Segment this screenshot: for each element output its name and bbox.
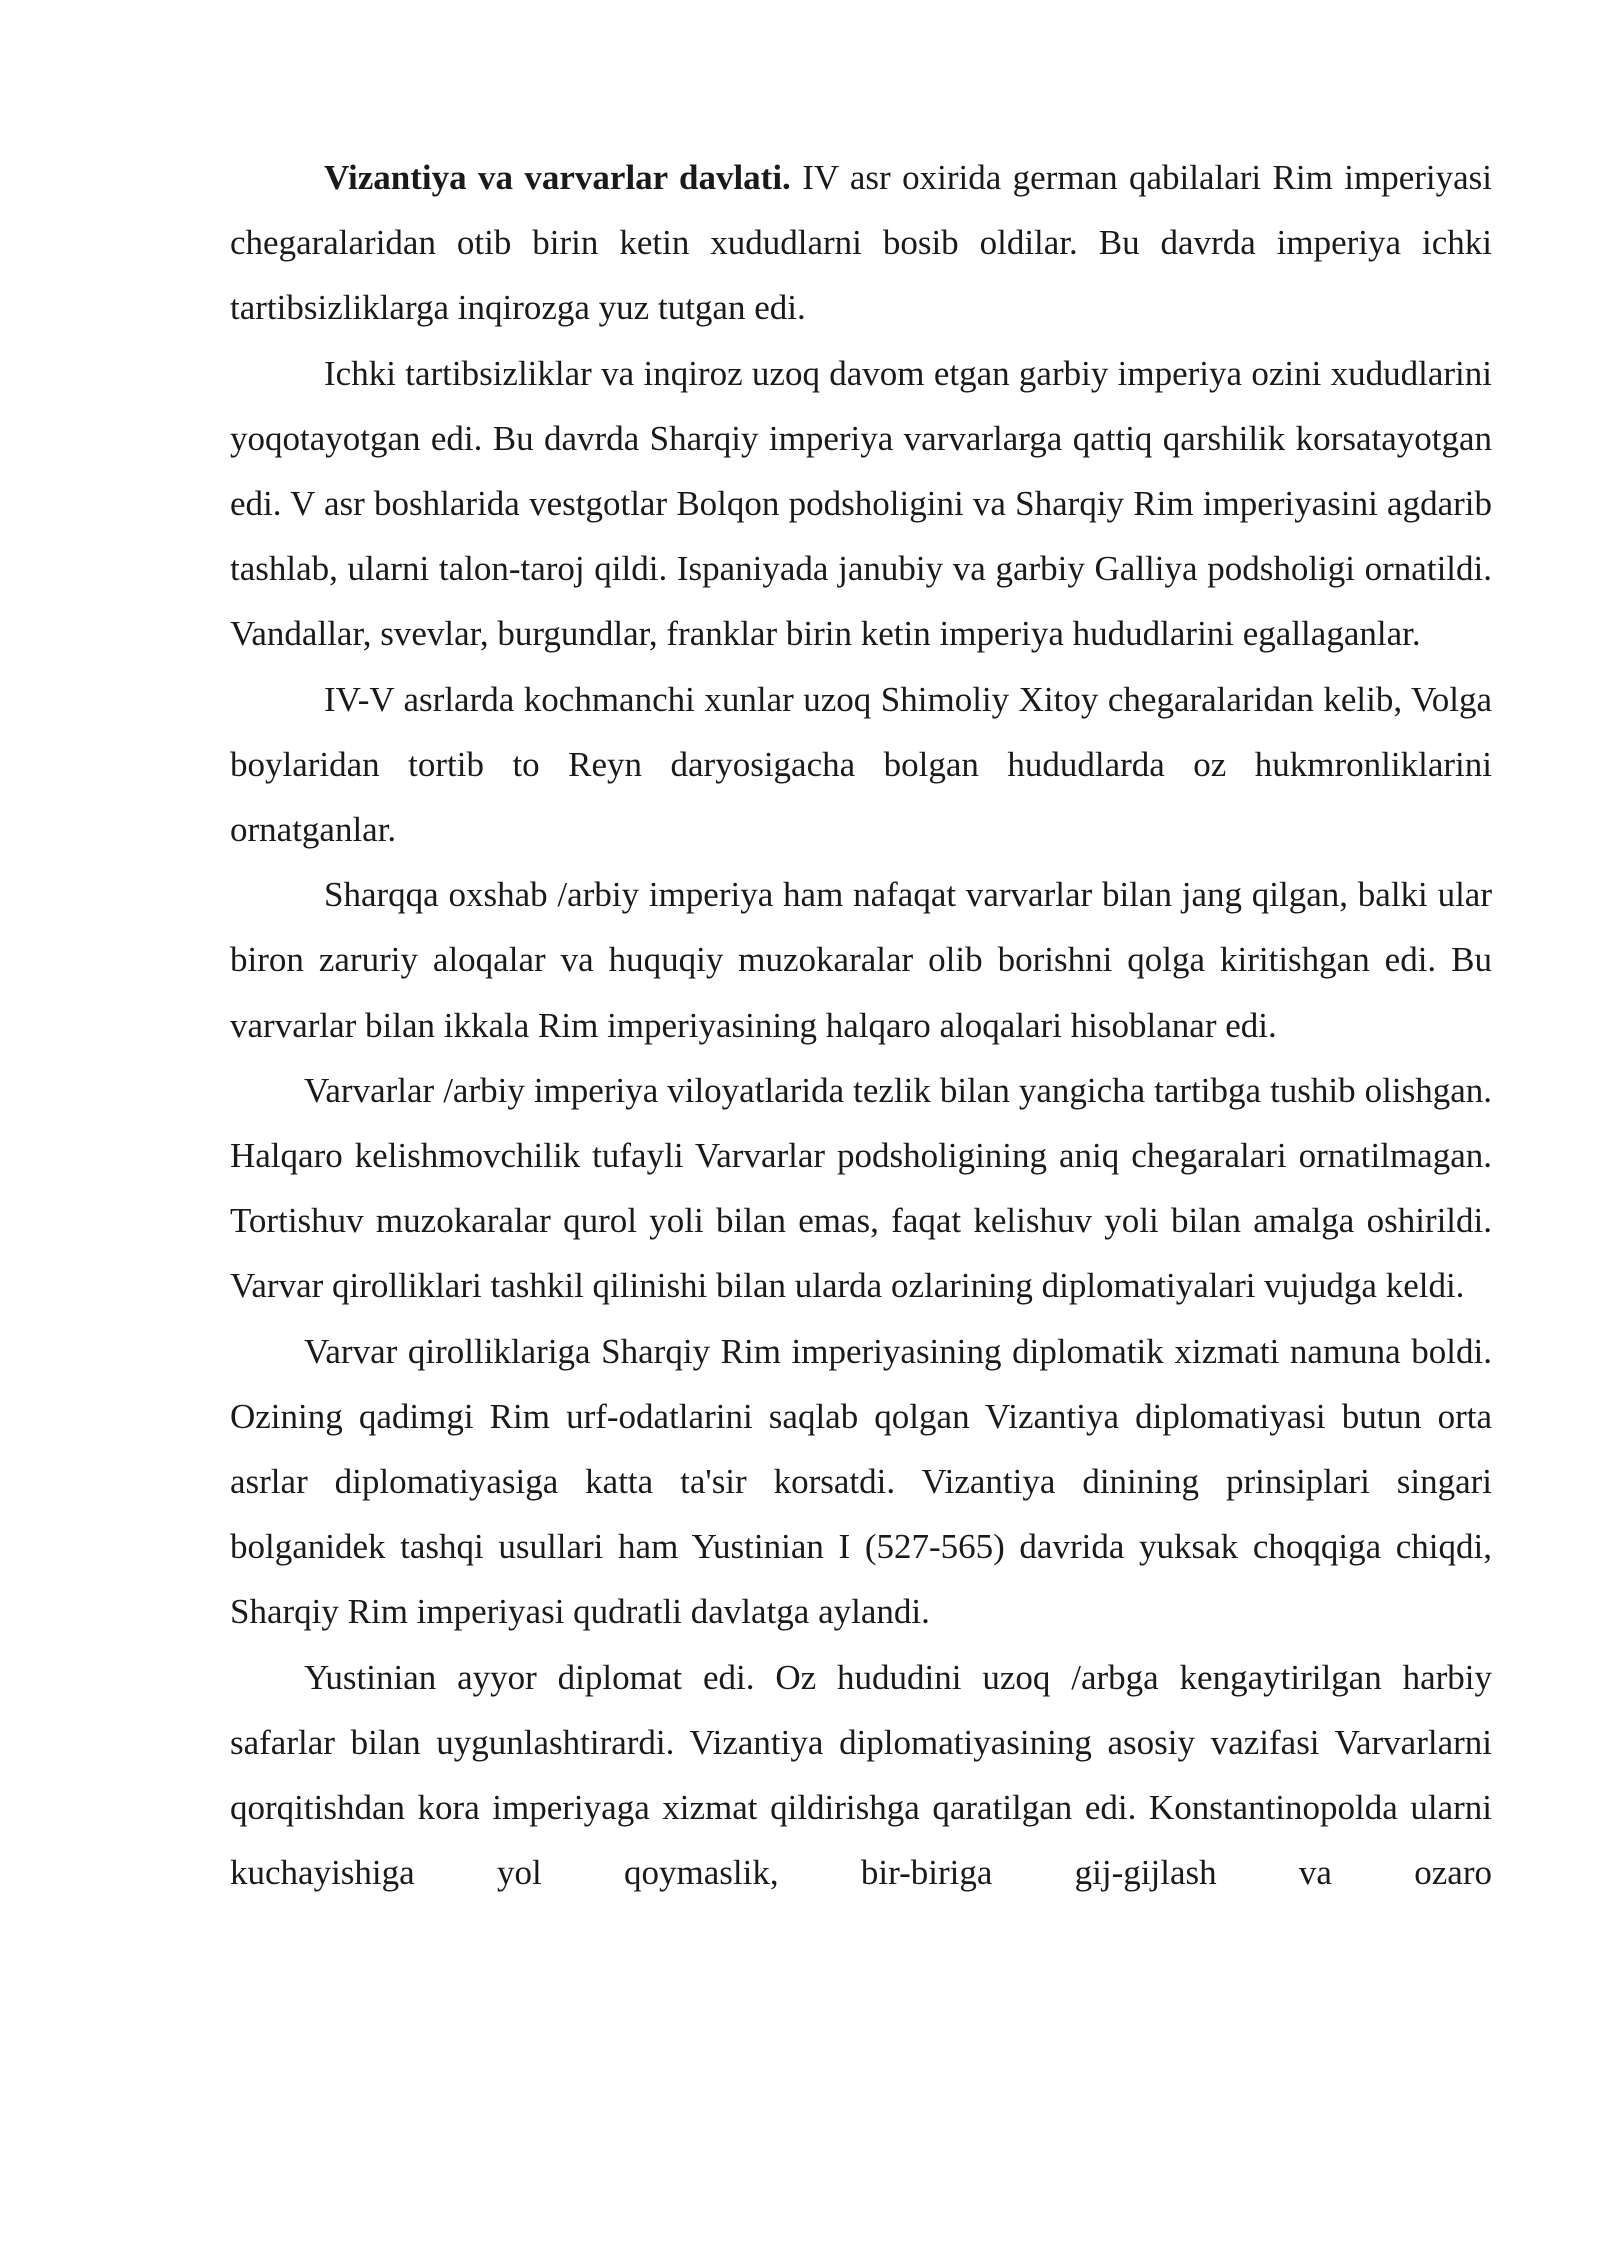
paragraph-1-text: IV asr oxirida german qabilalari Rim imperiyasi chegaralaridan otib birin ketin xududlarni bosib oldilar. Bu davrda imperiya ichki tartibsizliklarga inqirozga yuz tutgan edi. <box>230 158 1492 328</box>
paragraph-1 <box>230 145 1492 341</box>
paragraph-5: Varvarlar /arbiy imperiya viloyatlarida tezlik bilan yangicha tartibga tushib olishgan. Halqaro kelishmovchilik tufayli Varvarlar podsholigining aniq chegaralari ornatilmagan. Tortishuv muzokaralar qurol yoli bilan emas, faqat kelishuv yoli bilan amalga oshirildi. Varvar qirolliklari tashkil qilinishi bilan ularda ozlarining diplomatiyalari vujudga keldi. <box>230 1070 1492 1306</box>
paragraph-7: Yustinian ayyor diplomat edi. Oz hududini uzoq /arbga kengaytirilgan harbiy safarlar bilan uygunlashtirardi. Vizantiya diplomatiyasining asosiy vazifasi Varvarlarni qorqitishdan kora imperiyaga xizmat qildirishga qaratilgan edi. Konstantinopolda ularni kuchayishiga yol qoymaslik, bir-biriga gij-gijlash va ozaro <box>230 1657 1492 1893</box>
paragraph-2: Ichki tartibsizliklar va inqiroz uzoq davom etgan garbiy imperiya ozini xududlarini yoqotayotgan edi. Bu davrda Sharqiy imperiya varvarlarga qattiq qarshilik korsatayotgan edi. V asr boshlarida vestgotlar Bolqon podsholigini va Sharqiy Rim imperiyasini agdarib tashlab, ularni talon-taroj qildi. Ispaniyada janubiy va garbiy Galliya podsholigi ornatildi. Vandallar, svevlar, burgundlar, franklar birin ketin imperiya hududlarini egallaganlar. <box>230 353 1492 654</box>
paragraph-4: Sharqqa oxshab /arbiy imperiya ham nafaqat varvarlar bilan jang qilgan, balki ular biron zaruriy aloqalar va huquqiy muzokaralar olib borishni qolga kiritishgan edi. Bu varvarlar bilan ikkala Rim imperiyasining halqaro aloqalari hisoblanar edi. <box>230 875 1492 1045</box>
document-body <box>230 145 1492 1905</box>
paragraph-3: IV-V asrlarda kochmanchi xunlar uzoq Shimoliy Xitoy chegaralaridan kelib, Volga boylaridan tortib to Reyn daryosigacha bolgan hududlarda oz hukmronliklarini ornatganlar. <box>230 679 1492 850</box>
section-heading: Vizantiya va varvarlar davlati. <box>324 158 791 197</box>
paragraph-6: Varvar qirolliklariga Sharqiy Rim imperiyasining diplomatik xizmati namuna boldi. Ozining qadimgi Rim urf-odatlarini saqlab qolgan Vizantiya diplomatiyasi butun orta asrlar diplomatiyasiga katta ta'sir korsatdi. Vizantiya dinining prinsiplari singari bolganidek tashqi usullari ham Yustinian I (527-565) davrida yuksak choqqiga chiqdi, Sharqiy Rim imperiyasi qudratli davlatga aylandi. <box>230 1331 1492 1632</box>
